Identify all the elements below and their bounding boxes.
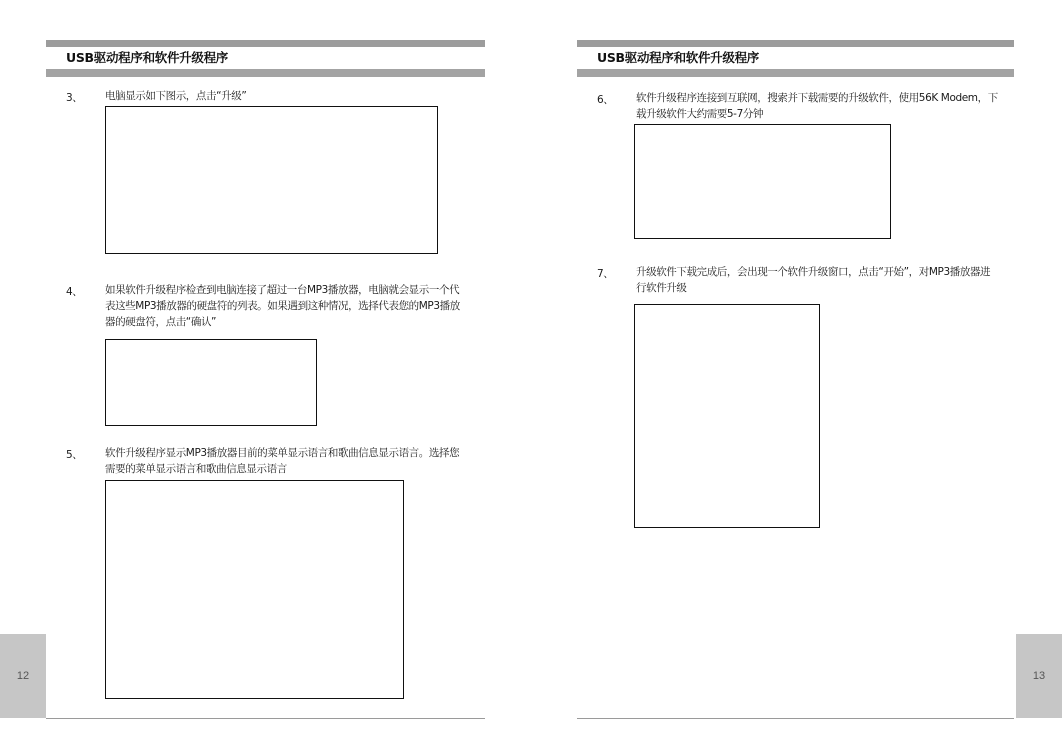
screenshot-placeholder: [105, 106, 438, 254]
screenshot-placeholder: [105, 339, 317, 426]
header-top-bar: [577, 40, 1014, 47]
footer-rule: [577, 718, 1014, 719]
step-number: 5、: [66, 449, 83, 461]
header-title: USB驱动程序和软件升级程序: [597, 50, 759, 65]
right-page: [531, 0, 1062, 753]
step-number: 3、: [66, 92, 83, 104]
header-bottom-bar: [577, 69, 1014, 77]
header-top-bar: [46, 40, 485, 47]
screenshot-placeholder: [105, 480, 404, 699]
step-text: 升级软件下载完成后，会出现一个软件升级窗口，点击“开始”，对MP3播放器进行软件升级: [636, 266, 991, 294]
page-number: 13: [1016, 634, 1062, 718]
step-number: 4、: [66, 286, 83, 298]
header-bottom-bar: [46, 69, 485, 77]
step-text: 如果软件升级程序检查到电脑连接了超过一台MP3播放器，电脑就会显示一个代表这些MP3播放器的硬盘符的列表。如果遇到这种情况，选择代表您的MP3播放器的硬盘符，点击“确认”: [105, 284, 460, 328]
step-text: 软件升级程序显示MP3播放器目前的菜单显示语言和歌曲信息显示语言。选择您需要的菜单显示语言和歌曲信息显示语言: [105, 447, 460, 475]
step-text: 软件升级程序连接到互联网，搜索并下载需要的升级软件，使用56K Modem，下载升级软件大约需要5-7分钟: [636, 92, 998, 120]
screenshot-placeholder: [634, 304, 820, 528]
page-number: 12: [0, 634, 46, 718]
header-title: USB驱动程序和软件升级程序: [66, 50, 228, 65]
step-number: 6、: [597, 94, 614, 106]
step-number: 7、: [597, 268, 614, 280]
footer-rule: [46, 718, 485, 719]
step-text: 电脑显示如下图示，点击“升级”: [105, 90, 247, 102]
screenshot-placeholder: [634, 124, 891, 239]
